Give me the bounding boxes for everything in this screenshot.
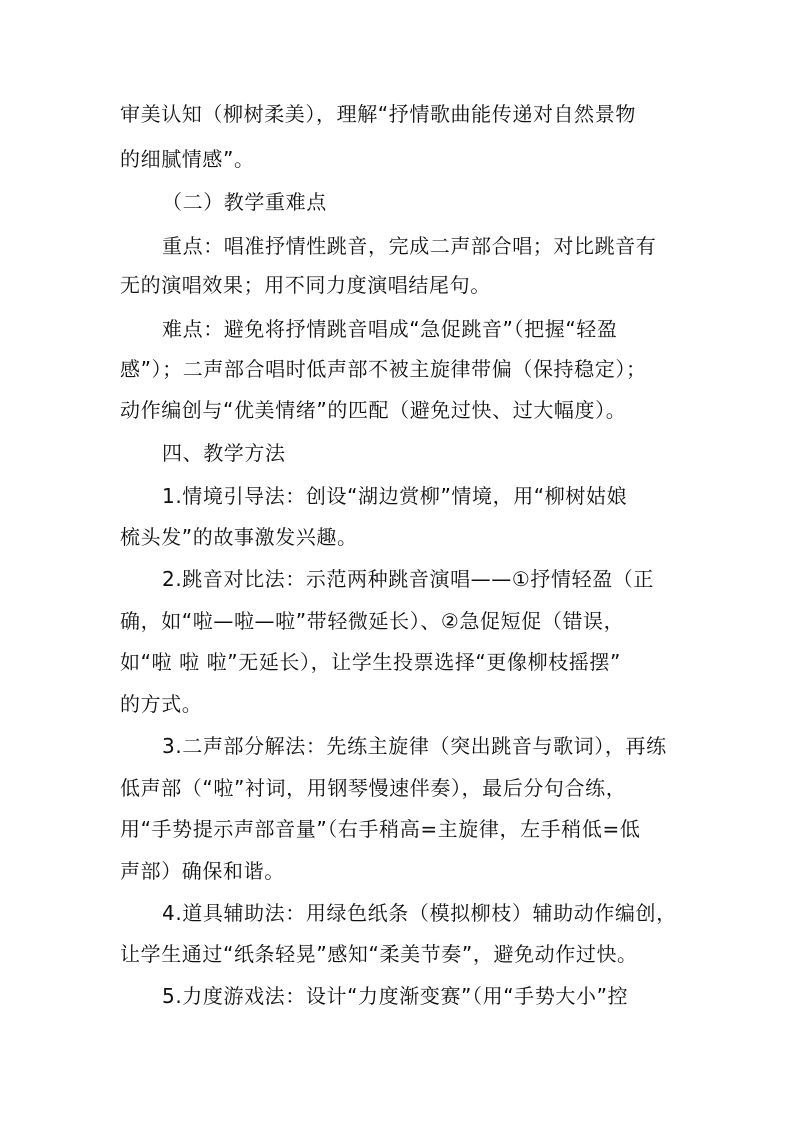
section-heading: （二）教学重难点	[162, 190, 327, 214]
text-line: 4.道具辅助法：用绿色纸条（模拟柳枝）辅助动作编创，	[162, 901, 677, 925]
text-line: 难点：避免将抒情跳音唱成“急促跳音”（把握“轻盈	[162, 317, 618, 341]
text-line: 声部）确保和谐。	[120, 859, 285, 883]
text-line: 重点：唱准抒情性跳音，完成二声部合唱；对比跳音有	[162, 234, 657, 258]
text-line: 2.跳音对比法：示范两种跳音演唱——①抒情轻盈（正	[162, 567, 655, 591]
text-line: 低声部（“啦”衬词，用钢琴慢速伴奏），最后分句合练，	[120, 776, 627, 800]
text-line: 感”）；二声部合唱时低声部不被主旋律带偏（保持稳定）；	[120, 357, 647, 381]
text-line: 让学生通过“纸条轻晃”感知“柔美节奏”，避免动作过快。	[120, 942, 638, 966]
text-line: 用“手势提示声部音量”（右手稍高=主旋律，左手稍低=低	[120, 817, 641, 841]
text-line: 3.二声部分解法：先练主旋律（突出跳音与歌词），再练	[162, 734, 667, 758]
text-line: 梳头发”的故事激发兴趣。	[120, 525, 358, 549]
text-line: 如“啦 啦 啦”无延长），让学生投票选择“更像柳枝摇摆”	[120, 650, 621, 674]
text-line: 的方式。	[120, 692, 203, 716]
text-line: 确，如“啦—啦—啦”带轻微延长）、②急促短促（错误，	[120, 609, 625, 633]
text-line: 审美认知（柳树柔美），理解“抒情歌曲能传递对自然景物	[120, 102, 636, 126]
text-line: 动作编创与“优美情绪”的匹配（避免过快、过大幅度）。	[120, 398, 627, 422]
text-line: 的细腻情感”。	[120, 147, 255, 171]
text-line: 5.力度游戏法：设计“力度渐变赛”（用“手势大小”控	[162, 984, 629, 1008]
text-line: 无的演唱效果；用不同力度演唱结尾句。	[120, 273, 491, 297]
text-line: 1.情境引导法：创设“湖边赏柳”情境，用“柳树姑娘	[162, 484, 628, 508]
section-heading: 四、教学方法	[162, 441, 286, 465]
